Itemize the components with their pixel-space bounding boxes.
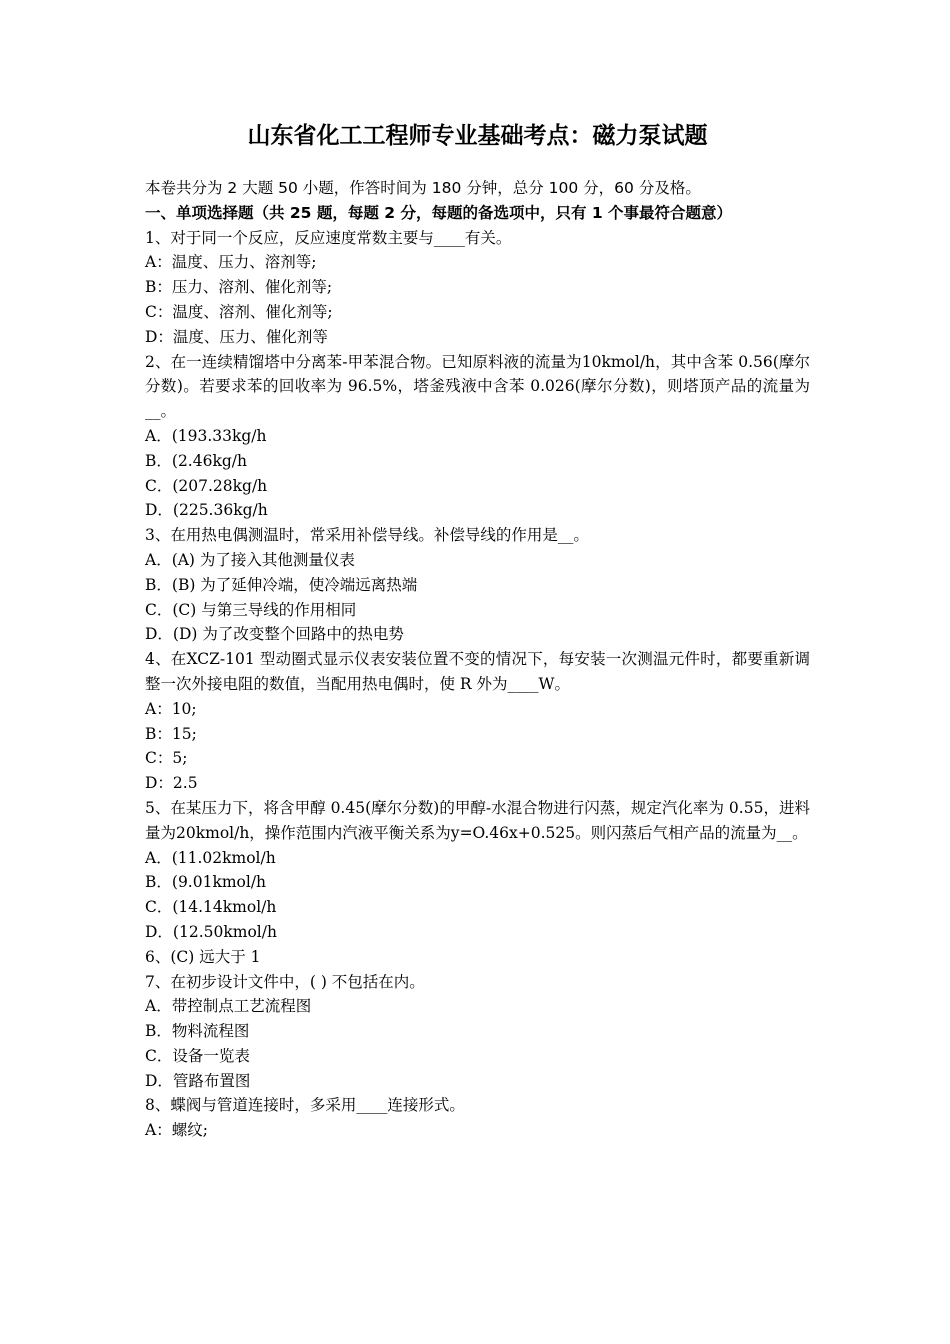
answer-option: B．(9.01kmol/h bbox=[145, 873, 267, 892]
answer-option: A．(11.02kmol/h bbox=[145, 848, 276, 867]
answer-option: C：温度、溶剂、催化剂等; bbox=[145, 302, 333, 321]
answer-option: D．(12.50kmol/h bbox=[145, 922, 277, 941]
question-stem: 4、在XCZ-101 型动圈式显示仪表安装位置不变的情况下，每安装一次测温元件时，都要重新调整一次外接电阻的数值，当配用热电偶时，使 R 外为____W。 bbox=[145, 650, 810, 693]
question-block bbox=[145, 226, 810, 350]
question-block bbox=[145, 523, 810, 647]
answer-option: A．(A) 为了接入其他测量仪表 bbox=[145, 550, 355, 569]
exam-intro: 本卷共分为 2 大题 50 小题，作答时间为 180 分钟，总分 100 分，60 分及格。 bbox=[145, 179, 701, 197]
question-stem: 7、在初步设计文件中，( ) 不包括在内。 bbox=[145, 972, 425, 991]
question-block bbox=[145, 350, 810, 524]
answer-option: C：5; bbox=[145, 749, 188, 768]
answer-option: B．(B) 为了延伸冷端，使冷端远离热端 bbox=[145, 575, 418, 594]
question-stem: 3、在用热电偶测温时，常采用补偿导线。补偿导线的作用是__。 bbox=[145, 526, 589, 545]
answer-option: A：10; bbox=[145, 699, 197, 718]
answer-option: A：螺纹; bbox=[145, 1121, 208, 1140]
answer-option: B：压力、溶剂、催化剂等; bbox=[145, 278, 333, 297]
question-block bbox=[145, 1093, 810, 1143]
answer-option: A：温度、压力、溶剂等; bbox=[145, 253, 317, 272]
question-stem: 6、(C) 远大于 1 bbox=[145, 947, 261, 966]
answer-option: C．(14.14kmol/h bbox=[145, 898, 277, 917]
question-stem: 2、在一连续精馏塔中分离苯-甲苯混合物。已知原料液的流量为10kmol/h，其中含苯 0.56(摩尔分数)。若要求苯的回收率为 96.5%，塔釜残液中含苯 0.026(摩尔分数)，则塔顶产品的流量为__。 bbox=[145, 352, 810, 421]
answer-option: B：15; bbox=[145, 724, 197, 743]
document-title: 山东省化工工程师专业基础考点：磁力泵试题 bbox=[247, 123, 708, 149]
answer-option: D．(225.36kg/h bbox=[145, 501, 268, 520]
document-page bbox=[145, 118, 810, 1143]
answer-option: B．物料流程图 bbox=[145, 1022, 250, 1041]
answer-option: C．(C) 与第三导线的作用相同 bbox=[145, 600, 357, 619]
answer-option: A．带控制点工艺流程图 bbox=[145, 997, 312, 1016]
answer-option: D：温度、压力、催化剂等 bbox=[145, 327, 328, 346]
question-stem: 5、在某压力下，将含甲醇 0.45(摩尔分数)的甲醇-水混合物进行闪蒸，规定汽化率为 0.55，进料量为20kmol/h，操作范围内汽液平衡关系为y=O.46x+0.525。则闪蒸后气相产品的流量为__。 bbox=[145, 798, 810, 842]
answer-option: B．(2.46kg/h bbox=[145, 451, 247, 470]
question-list bbox=[145, 226, 810, 1143]
question-block bbox=[145, 970, 810, 1094]
question-stem: 1、对于同一个反应，反应速度常数主要与____有关。 bbox=[145, 228, 512, 247]
answer-option: D．管路布置图 bbox=[145, 1071, 251, 1090]
question-block bbox=[145, 945, 810, 970]
answer-option: C．设备一览表 bbox=[145, 1046, 250, 1065]
answer-option: D．(D) 为了改变整个回路中的热电势 bbox=[145, 625, 404, 644]
section-heading: 一、单项选择题（共 25 题，每题 2 分，每题的备选项中，只有 1 个事最符合题意） bbox=[145, 203, 733, 222]
answer-option: C．(207.28kg/h bbox=[145, 476, 268, 495]
question-stem: 8、蝶阀与管道连接时，多采用____连接形式。 bbox=[145, 1096, 465, 1115]
answer-option: D：2.5 bbox=[145, 774, 198, 793]
question-block bbox=[145, 796, 810, 945]
answer-option: A．(193.33kg/h bbox=[145, 426, 267, 445]
question-block bbox=[145, 647, 810, 796]
